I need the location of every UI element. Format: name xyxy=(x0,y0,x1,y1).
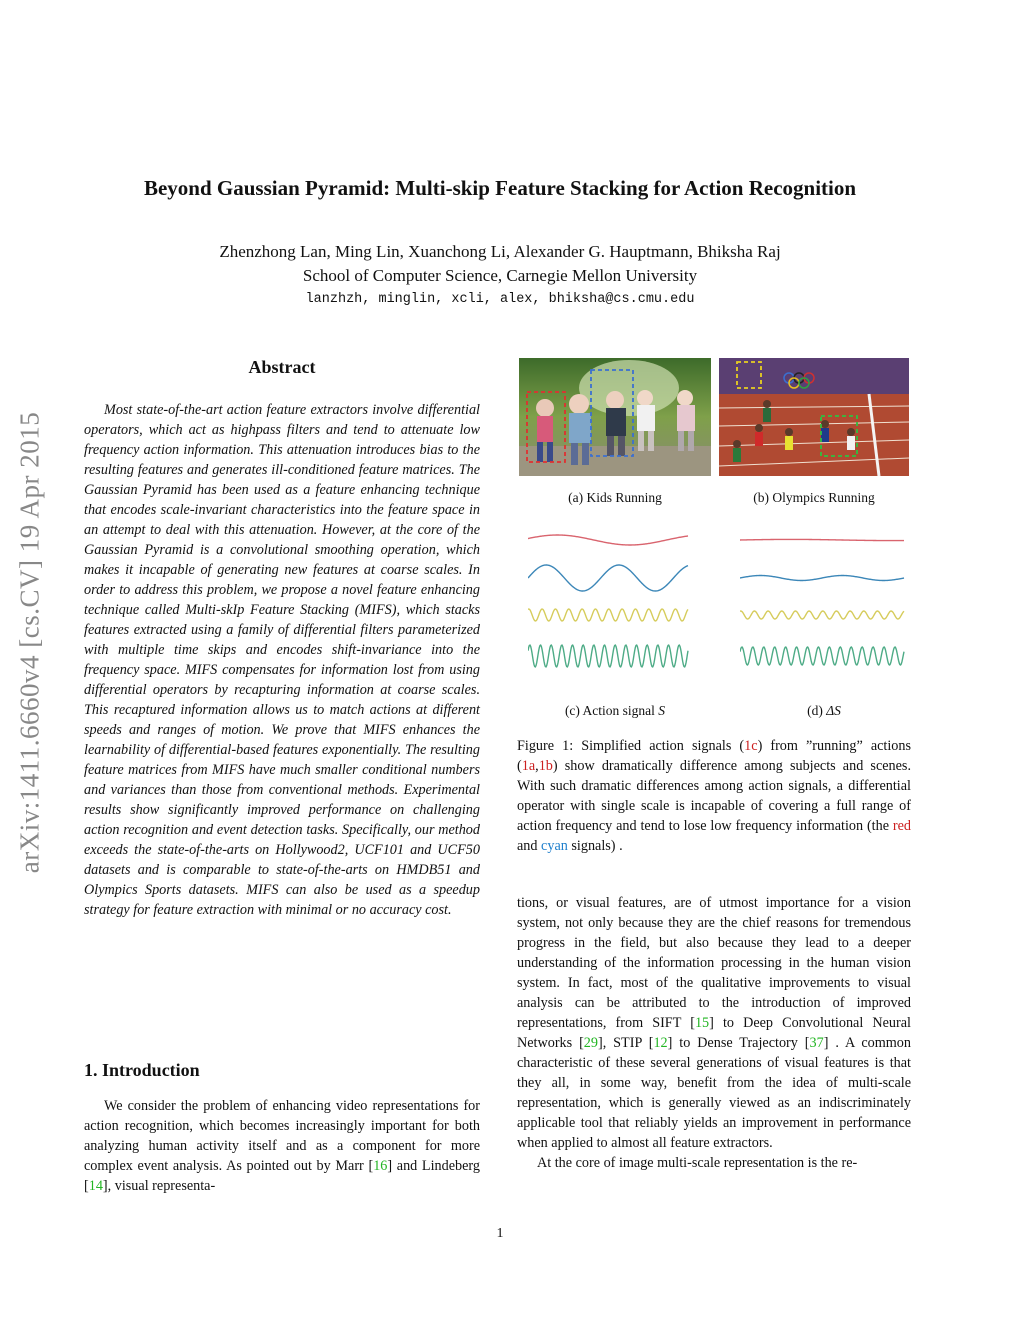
body-paragraph xyxy=(517,893,911,1153)
signal-curve-blue xyxy=(740,576,904,581)
subcaption-text: (d) xyxy=(807,703,827,718)
signal-curve-blue xyxy=(528,565,688,591)
citation-link[interactable]: 12 xyxy=(653,1035,668,1051)
color-word-red: red xyxy=(892,818,911,834)
caption-text: and xyxy=(517,838,542,854)
intro-text-c: ], visual representa- xyxy=(102,1178,216,1194)
math-symbol: ΔS xyxy=(826,703,841,718)
caption-text: ) from ”running” actions ( xyxy=(517,738,912,774)
caption-text: , xyxy=(535,758,539,774)
runner-figure xyxy=(763,400,771,422)
signal-curve-yellow xyxy=(528,609,688,621)
figure-caption xyxy=(517,736,911,856)
citation-link[interactable]: 29 xyxy=(583,1035,598,1051)
signal-curve-red xyxy=(740,539,904,540)
figure-ref-link[interactable]: 1a xyxy=(521,758,536,774)
runner-figure xyxy=(847,428,855,450)
subfigure-caption-d xyxy=(740,703,908,719)
body-text: ], STIP [ xyxy=(597,1035,654,1051)
intro-heading: 1. Introduction xyxy=(84,1060,200,1080)
runner-figure xyxy=(821,420,829,442)
runner-figure xyxy=(733,440,741,462)
citation-link[interactable]: 37 xyxy=(809,1035,824,1051)
intro-text-a: We consider the problem of enhancing video representations for action recognition, which becomes increasingly important for both analyzing human activity itself and as a component for more complex event analysis. As pointed out by Marr [ xyxy=(84,1098,480,1174)
body-text: ] to Dense Trajectory [ xyxy=(667,1035,810,1051)
olympics-running-image xyxy=(719,358,909,476)
signal-curve-yellow xyxy=(740,611,904,619)
signal-curve-green xyxy=(528,645,688,667)
intro-paragraph xyxy=(84,1096,480,1196)
subfigure-caption-c xyxy=(528,703,702,719)
caption-text: ) show dramatically difference among subjects and scenes. With such dramatic differences among action signals, a differential operator with single scale is incapable of covering a full range of action frequency and tend to lose low frequency information (the xyxy=(517,758,911,834)
subcaption-text: (c) Action signal xyxy=(564,703,659,718)
arxiv-stamp: arXiv:1411.6660v4 [cs.CV] 19 Apr 2015 xyxy=(14,411,45,874)
math-symbol: S xyxy=(658,703,666,718)
intro-text-b: ] and Lindeberg [ xyxy=(84,1158,480,1194)
subfigure-caption-b: (b) Olympics Running xyxy=(753,490,875,505)
signal-curve-green xyxy=(740,647,904,665)
body-text: tions, or visual features, are of utmost importance for a vision system, not only because they are the chief reasons for tremendous progress in the field, but also because they lead to a deeper understanding of the information processing in the human vision system. In fact, most of the qualitative improvements to visual analysis can be attributed to the introduction of improved representations, from SIFT [ xyxy=(517,895,911,1031)
caption-text: Figure 1: Simplified action signals ( xyxy=(517,738,745,754)
action-signal-plot xyxy=(528,522,702,672)
citation-link[interactable]: 16 xyxy=(373,1158,388,1174)
body-text: ] to Deep Convolutional Neural Networks [ xyxy=(517,1015,911,1051)
kids-running-photo xyxy=(519,358,711,476)
right-column-body xyxy=(517,893,911,1173)
subfigure-caption-a: (a) Kids Running xyxy=(568,490,662,505)
kids-running-image xyxy=(519,358,711,476)
runner-figure xyxy=(785,428,793,450)
figure-ref-link[interactable]: 1c xyxy=(744,738,758,754)
abstract-heading: Abstract xyxy=(248,357,316,377)
paper-title: Beyond Gaussian Pyramid: Multi-skip Feature Stacking for Action Recognition xyxy=(143,176,857,200)
citation-link[interactable]: 14 xyxy=(88,1178,103,1194)
body-paragraph: At the core of image multi-scale representation is the re- xyxy=(537,1155,858,1171)
abstract-paragraph: Most state-of-the-art action feature extractors involve differential operators, which act as highpass filters and tend to attenuate low frequency action information. This attenuation introduces bias to the resulting features and generates ill-conditioned feature matrices. The Gaussian Pyramid has been used as a feature enhancing technique that encodes scale-invariant characteristics into the feature space in an attempt to deal with this attenuation. However, at the core of the Gaussian Pyramid is a convolutional smoothing operation, which makes it incapable of generating new features at coarse scales. In order to address this problem, we propose a novel feature enhancing technique called Multi-skIp Feature Stacking (MIFS), which stacks features extracted using a family of differential filters parameterized with multiple time skips and encodes shift-invariance into the frequency space. MIFS compensates for information lost from using differential operators by recapturing information at coarse scales. This recaptured information allows us to match actions at different speeds and ranges of motion. We prove that MIFS enhances the learnability of differential-based features exponentially. The resulting feature matrices from MIFS have much smaller conditional numbers and variances than those from conventional methods. Experimental results show significantly improved performance on challenging action recognition and event detection tasks. Specifically, our method exceeds the state-of-the-arts on Hollywood2, UCF101 and UCF50 datasets and is comparable to state-of-the-arts on HMDB51 and Olympics Sports datasets. MIFS can also be used as a speedup strategy for feature extraction with minimal or no accuracy cost. xyxy=(84,402,480,918)
caption-text: signals) . xyxy=(567,838,623,854)
affiliation: School of Computer Science, Carnegie Mellon University xyxy=(302,266,698,285)
runner-figure xyxy=(755,424,763,446)
author-emails: lanzhzh, minglin, xcli, alex, bhiksha@cs.cmu.edu xyxy=(305,292,695,307)
figure-ref-link[interactable]: 1b xyxy=(538,758,553,774)
signal-curve-red xyxy=(528,535,688,545)
intro-body xyxy=(84,1096,480,1196)
abstract-body xyxy=(84,400,480,920)
olympics-running-photo xyxy=(719,358,909,476)
page-number: 1 xyxy=(496,1226,504,1241)
author-list: Zhenzhong Lan, Ming Lin, Xuanchong Li, Alexander G. Hauptmann, Bhiksha Raj xyxy=(219,242,781,261)
color-word-cyan: cyan xyxy=(541,838,568,854)
delta-signal-plot xyxy=(740,522,908,672)
body-text: ] . A common characteristic of these several generations of visual features is that they all, in some way, benefit from the idea of multi-scale representation, which is generally viewed as an indiscriminately applicable tool that reliably yields an improvement in performance when applied to almost all feature extractors. xyxy=(517,1035,911,1151)
citation-link[interactable]: 15 xyxy=(694,1015,710,1031)
